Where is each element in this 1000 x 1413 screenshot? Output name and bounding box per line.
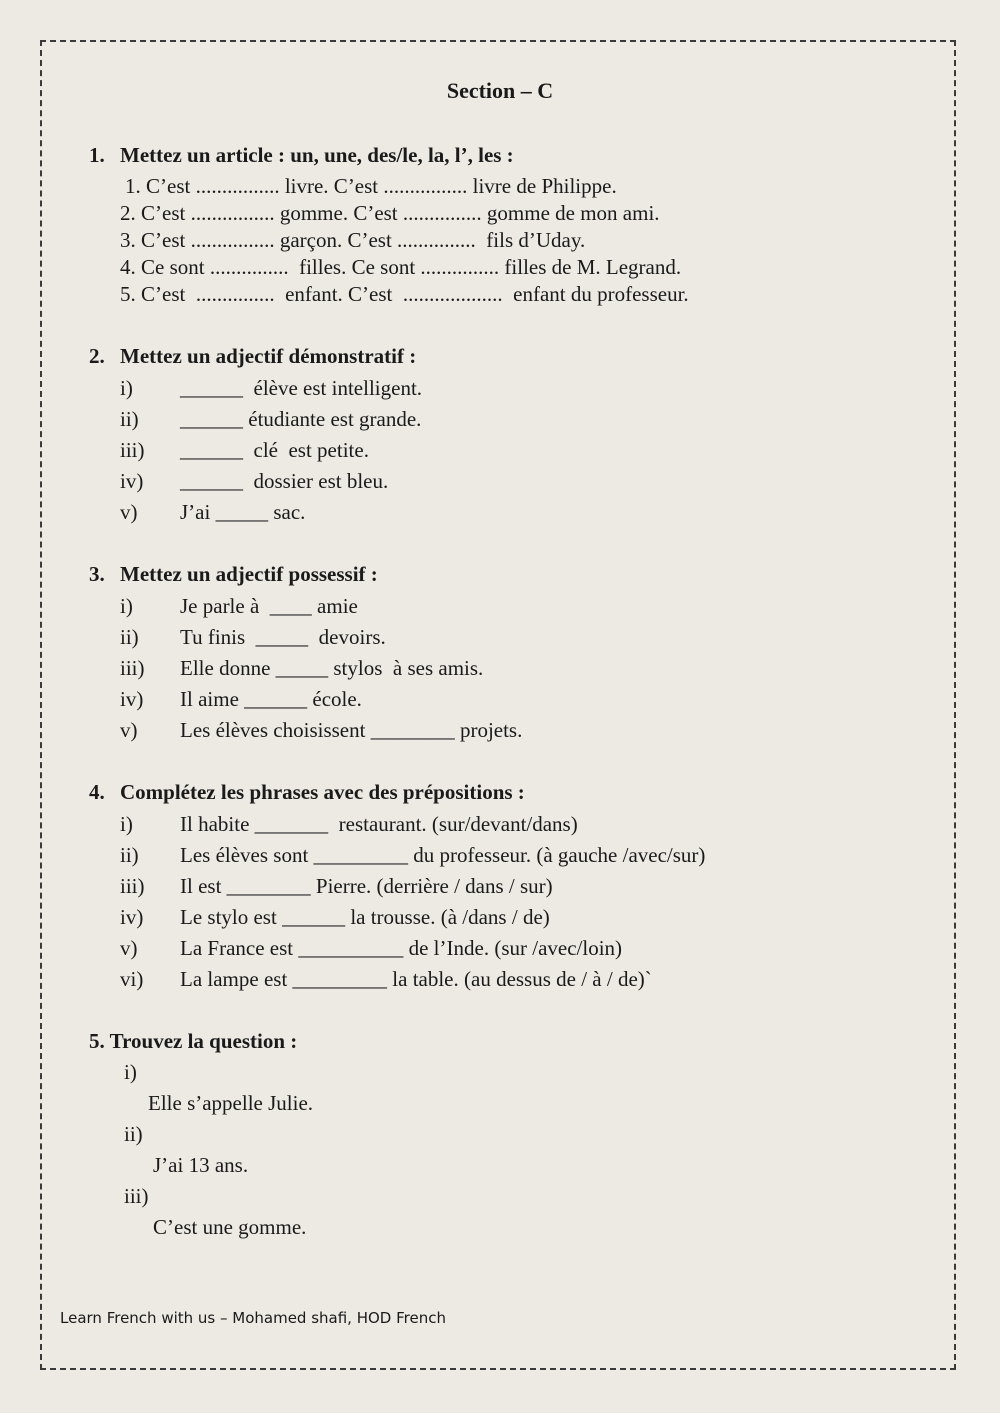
q5-item-2-number: ii): [124, 1122, 143, 1146]
q1-item-5: 5. C’est ............... enfant. C’est ................... enfant du professeur.: [120, 282, 689, 306]
section-title: Section – C: [446, 78, 554, 103]
q3-item-1-number: i): [120, 594, 133, 618]
q5-item-1-answer: Elle s’appelle Julie.: [148, 1091, 314, 1115]
q2-item-5-number: v): [120, 500, 138, 524]
question-1-heading: [89, 143, 514, 168]
q1-item-3: 3. C’est ................ garçon. C’est ............... fils d’Uday.: [120, 228, 586, 252]
q3-item-4-text: Il aime ______ école.: [180, 687, 362, 711]
q2-item-4-number: iv): [120, 469, 144, 493]
q3-item-4-number: iv): [120, 687, 144, 711]
question-2-heading: [89, 344, 416, 369]
question-text: Complétez les phrases avec des prépositions :: [120, 780, 525, 804]
q3-item-3-text: Elle donne _____ stylos à ses amis.: [180, 656, 484, 680]
q2-item-5-text: J’ai _____ sac.: [180, 500, 306, 524]
q4-item-2-number: ii): [120, 843, 139, 867]
q4-item-4-number: iv): [120, 905, 144, 929]
q5-item-3-number: iii): [124, 1184, 149, 1208]
q5-item-3-answer: C’est une gomme.: [153, 1215, 307, 1239]
q2-item-1-number: i): [120, 376, 133, 400]
q3-item-3-number: iii): [120, 656, 145, 680]
question-text: Mettez un adjectif démonstratif :: [120, 344, 417, 368]
q3-item-1-text: Je parle à ____ amie: [180, 594, 358, 618]
q1-item-4: 4. Ce sont ............... filles. Ce sont ............... filles de M. Legrand.: [120, 255, 682, 279]
q4-item-6-number: vi): [120, 967, 144, 991]
q2-item-3-number: iii): [120, 438, 145, 462]
question-text: Mettez un adjectif possessif :: [120, 562, 378, 586]
question-number: 1.: [89, 143, 105, 167]
q4-item-3-text: Il est ________ Pierre. (derrière / dans / sur): [180, 874, 553, 898]
q4-item-5-text: La France est __________ de l’Inde. (sur /avec/loin): [180, 936, 623, 960]
question-number: 3.: [89, 562, 105, 586]
q4-item-5-number: v): [120, 936, 138, 960]
q2-item-2-number: ii): [120, 407, 139, 431]
q1-item-2: 2. C’est ................ gomme. C’est ............... gomme de mon ami.: [120, 201, 660, 225]
q3-item-5-text: Les élèves choisissent ________ projets.: [180, 718, 523, 742]
q4-item-3-number: iii): [120, 874, 145, 898]
question-4-heading: [89, 780, 525, 805]
q2-item-2-text: ______ étudiante est grande.: [180, 407, 422, 431]
q2-item-3-text: ______ clé est petite.: [180, 438, 369, 462]
q4-item-1-number: i): [120, 812, 133, 836]
q4-item-6-text: La lampe est _________ la table. (au dessus de / à / de)`: [180, 967, 652, 991]
q5-item-1-number: i): [124, 1060, 137, 1084]
q3-item-2-number: ii): [120, 625, 139, 649]
question-number: 4.: [89, 780, 105, 804]
q2-item-4-text: ______ dossier est bleu.: [180, 469, 389, 493]
q4-item-1-text: Il habite _______ restaurant. (sur/devant/dans): [180, 812, 578, 836]
q2-item-1-text: ______ élève est intelligent.: [180, 376, 423, 400]
q4-item-2-text: Les élèves sont _________ du professeur. (à gauche /avec/sur): [180, 843, 706, 867]
q5-item-2-answer: J’ai 13 ans.: [153, 1153, 249, 1177]
question-number: 2.: [89, 344, 105, 368]
question-3-heading: [89, 562, 378, 587]
footer-credit: Learn French with us – Mohamed shafi, HOD French: [60, 1309, 446, 1327]
q1-item-1: 1. C’est ................ livre. C’est ................ livre de Philippe.: [125, 174, 617, 198]
question-5-heading: 5. Trouvez la question :: [89, 1029, 298, 1053]
q3-item-2-text: Tu finis _____ devoirs.: [180, 625, 386, 649]
q4-item-4-text: Le stylo est ______ la trousse. (à /dans / de): [180, 905, 550, 929]
question-text: Mettez un article : un, une, des/le, la, l’, les :: [120, 143, 514, 167]
q3-item-5-number: v): [120, 718, 138, 742]
